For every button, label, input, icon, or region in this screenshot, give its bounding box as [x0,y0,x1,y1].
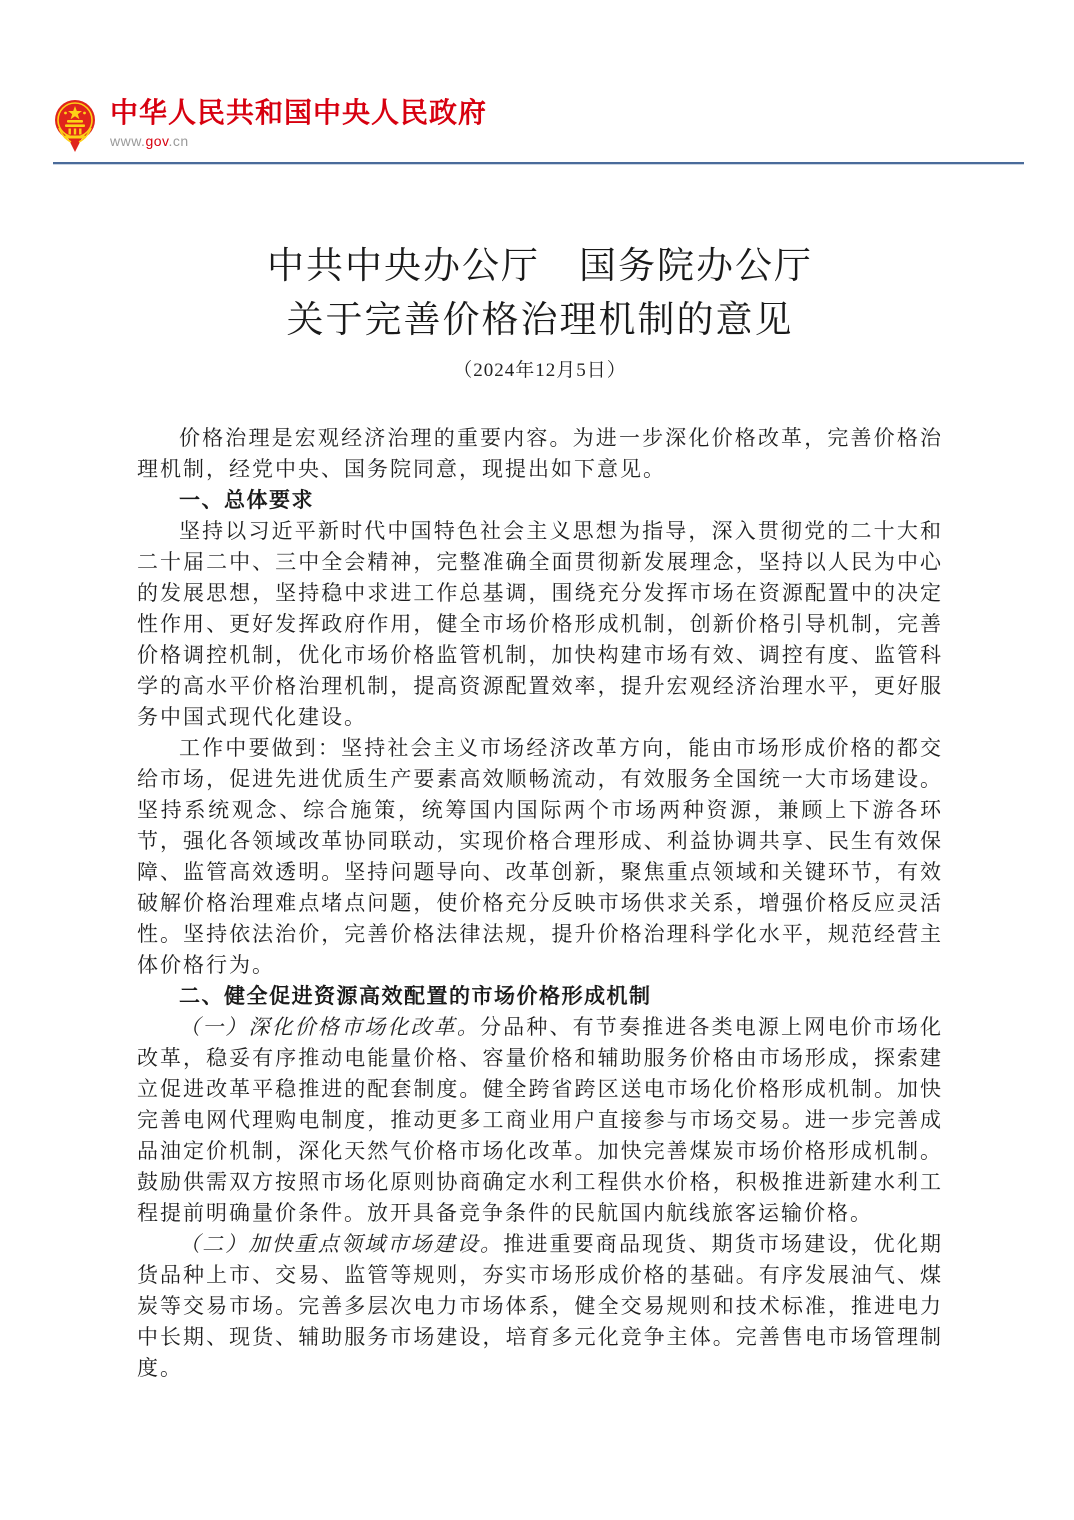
document-title-line1: 中共中央办公厅 国务院办公厅 [267,246,813,287]
paragraph-intro: 价格治理是宏观经济治理的重要内容。为进一步深化价格改革，完善价格治理机制，经党中央、国务院同意，现提出如下意见。 [137,426,943,481]
url-gov: gov [145,133,169,149]
document-title [137,240,943,348]
paragraph-guiding-ideology: 坚持以习近平新时代中国特色社会主义思想为指导，深入贯彻党的二十大和二十届二中、三中全会精神，完整准确全面贯彻新发展理念，坚持以人民为中心的发展思想，坚持稳中求进工作总基调，围绕充分发挥市场在资源配置中的决定性作用、更好发挥政府作用，健全市场价格形成机制，创新价格引导机制，完善价格调控机制，优化市场价格监管机制，加快构建市场有效、调控有度、监管科学的高水平价格治理机制，提高资源配置效率，提升宏观经济治理水平，更好服务中国式现代化建设。 [137,519,943,729]
paragraph-work-principles: 工作中要做到：坚持社会主义市场经济改革方向，能由市场形成价格的都交给市场，促进先进优质生产要素高效顺畅流动，有效服务全国统一大市场建设。坚持系统观念、综合施策，统筹国内国际两个市场两种资源，兼顾上下游各环节，强化各领域改革协同联动，实现价格合理形成、利益协调共享、民生有效保障、监管高效透明。坚持问题导向、改革创新，聚焦重点领域和关键环节，有效破解价格治理难点堵点问题，使价格充分反映市场供求关系，增强价格反应灵活性。坚持依法治价，完善价格法律法规，提升价格治理科学化水平，规范经营主体价格行为。 [137,736,943,977]
section-heading-2: 二、健全促进资源高效配置的市场价格形成机制 [179,985,652,1008]
site-title[interactable]: 中华人民共和国中央人民政府 [110,97,488,128]
brand-text [110,98,487,149]
url-www: www. [110,133,146,149]
paragraph-item-1 [137,1012,943,1229]
site-url[interactable] [110,133,487,149]
gov-brand-logo[interactable] [53,98,1024,152]
document-title-line2: 关于完善价格治理机制的意见 [286,300,794,341]
paragraph-item-2-lead: （二）加快重点领域市场建设。 [179,1232,504,1256]
national-emblem-icon [53,98,97,152]
url-cn: .cn [168,133,189,149]
header-divider-rule [53,162,1024,165]
document-body [137,423,943,1384]
paragraph-item-1-text: 分品种、有节奏推进各类电源上网电价市场化改革，稳妥有序推动电能量价格、容量价格和辅助服务价格由市场形成，探索建立促进改革平稳推进的配套制度。健全跨省跨区送电市场化价格形成机制。加快完善电网代理购电制度，推动更多工商业用户直接参与市场交易。进一步完善成品油定价机制，深化天然气价格市场化改革。加快完善煤炭市场价格形成机制。鼓励供需双方按照市场化原则协商确定水利工程供水价格，积极推进新建水利工程提前明确量价条件。放开具备竞争条件的民航国内航线旅客运输价格。 [137,1015,943,1225]
paragraph-item-1-lead: （一）深化价格市场化改革。 [179,1015,481,1039]
section-heading-1: 一、总体要求 [179,489,314,512]
document-content [137,240,943,1384]
document-date: （2024年12月5日） [453,360,627,381]
site-header [53,98,1024,165]
paragraph-item-2-text: 推进重要商品现货、期货市场建设，优化期货品种上市、交易、监管等规则，夯实市场形成价格的基础。有序发展油气、煤炭等交易市场。完善多层次电力市场体系，健全交易规则和技术标准，推进电力中长期、现货、辅助服务市场建设，培育多元化竞争主体。完善售电市场管理制度。 [137,1232,943,1380]
paragraph-item-2 [137,1229,943,1384]
